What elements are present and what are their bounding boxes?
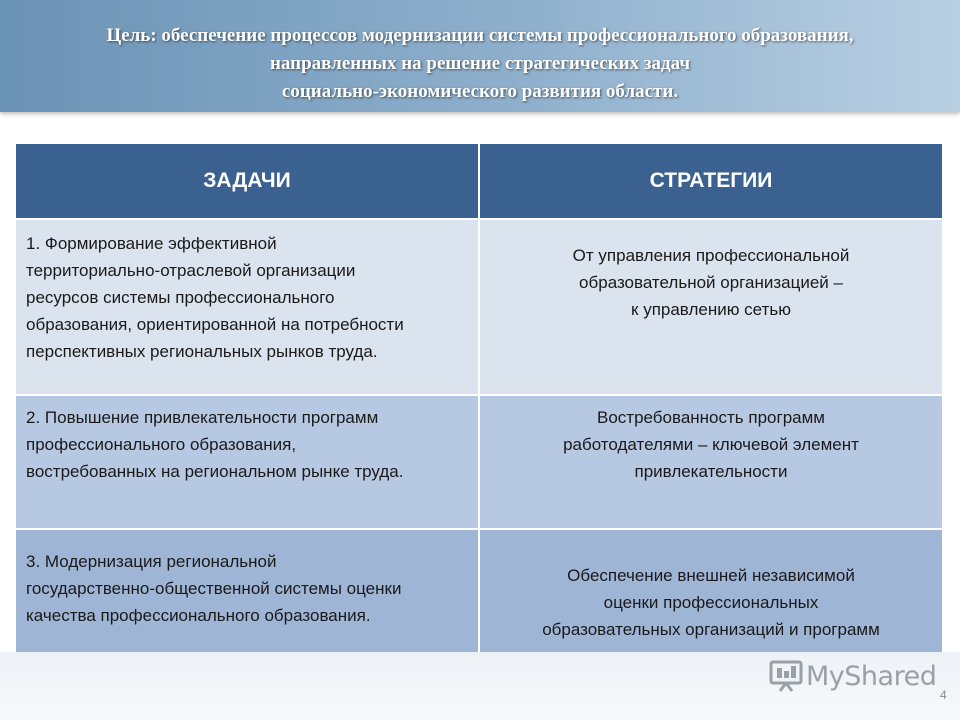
task-cell (15, 219, 479, 395)
strategy-line: образовательной организацией – (579, 273, 843, 292)
table-row (15, 395, 943, 529)
strategy-line: образовательных организаций и программ (542, 620, 880, 639)
strategy-line: Обеспечение внешней независимой (567, 566, 855, 585)
strategy-line: От управления профессиональной (572, 246, 850, 265)
task-line: профессионального образования, (26, 435, 297, 454)
task-cell (15, 395, 479, 529)
column-header-tasks: ЗАДАЧИ (15, 143, 479, 219)
task-line: качества профессионального образования. (26, 606, 371, 625)
page-title (0, 22, 960, 106)
strategy-line: Востребованность программ (597, 408, 825, 427)
title-line: направленных на решение стратегических задач (269, 53, 691, 74)
task-line: 1. Формирование эффективной (26, 234, 277, 253)
page-number: 4 (940, 688, 947, 702)
title-line: Цель: обеспечение процессов модернизации системы профессионального образования, (106, 25, 854, 46)
strategy-line: работодателями – ключевой элемент (563, 435, 859, 454)
myshared-logo[interactable] (768, 658, 936, 694)
task-line: государственно-общественной системы оценки (26, 579, 402, 598)
strategy-cell (479, 219, 943, 395)
task-line: перспективных региональных рынков труда. (26, 342, 378, 361)
task-line: востребованных на региональном рынке труда. (26, 462, 404, 481)
task-line: 2. Повышение привлекательности программ (26, 408, 379, 427)
tasks-strategies-table (14, 142, 944, 638)
task-line: 3. Модернизация региональной (26, 552, 277, 571)
strategy-line: к управлению сетью (631, 300, 791, 319)
table-header-row (15, 143, 943, 219)
title-line: социально-экономического развития области. (281, 81, 679, 102)
presentation-screen-icon (768, 659, 804, 693)
watermark-text: MyShared (806, 660, 937, 692)
task-line: территориально-отраслевой организации (26, 261, 356, 280)
task-line: образования, ориентированной на потребности (26, 315, 404, 334)
column-header-strategies: СТРАТЕГИИ (479, 143, 943, 219)
table-row (15, 219, 943, 395)
strategy-line: привлекательности (634, 462, 788, 481)
task-line: ресурсов системы профессионального (26, 288, 335, 307)
strategy-cell (479, 395, 943, 529)
strategy-line: оценки профессиональных (603, 593, 819, 612)
